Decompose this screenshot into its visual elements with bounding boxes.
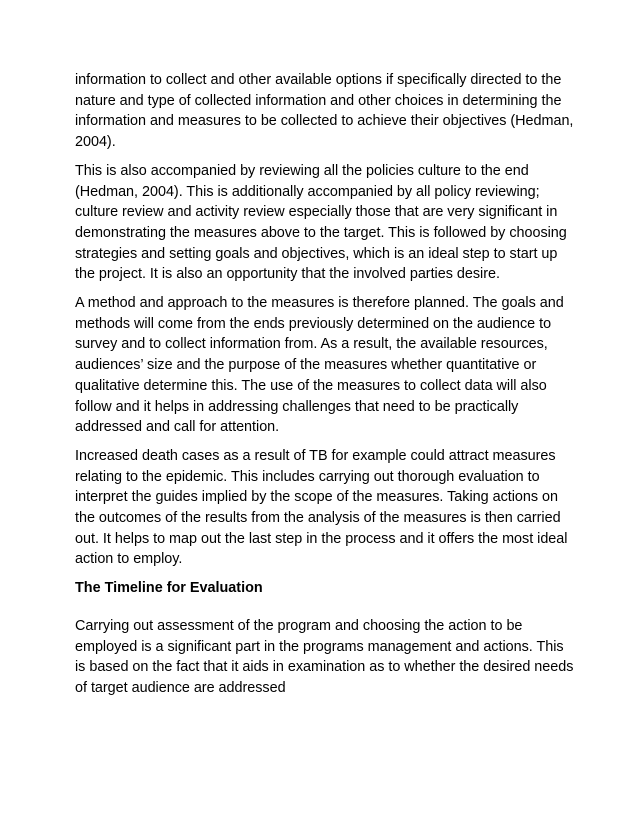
paragraph-1: information to collect and other available options if specifically directed to the nature and type of collected information and other choices in determining the information and measures to be collected to achieve their objectives (Hedman, 2004). bbox=[75, 72, 574, 151]
paragraph-2: This is also accompanied by reviewing all the policies culture to the end (Hedman, 2004). This is additionally accompanied by all policy reviewing; culture review and activity review especially those that are very significant in demonstrating the measures above to the target. This is followed by choosing strategies and setting goals and objectives, which is an ideal step to start up the project. It is also an opportunity that the involved parties desire. bbox=[75, 162, 567, 283]
paragraph-4: Increased death cases as a result of TB for example could attract measures relating to the epidemic. This includes carrying out thorough evaluation to interpret the guides implied by the scope of the measures. Taking actions on the outcomes of the results from the analysis of the measures is then carried out. It helps to map out the last step in the process and it offers the most ideal action to employ. bbox=[75, 447, 568, 568]
paragraph-3: A method and approach to the measures is therefore planned. The goals and methods will come from the ends previously determined on the audience to survey and to collect information from. As a result, the available resources, audiences’ size and the purpose of the measures whether quantitative or qualitative determine this. The use of the measures to collect data will also follow and it helps in addressing challenges that need to be practically addressed and call for attention. bbox=[75, 295, 564, 436]
document-page bbox=[75, 70, 575, 707]
paragraph-5: Carrying out assessment of the program and choosing the action to be employed is a significant part in the programs management and actions. This is based on the fact that it aids in examination as to whether the desired needs of target audience are addressed bbox=[75, 617, 574, 696]
section-heading: The Timeline for Evaluation bbox=[75, 580, 263, 597]
